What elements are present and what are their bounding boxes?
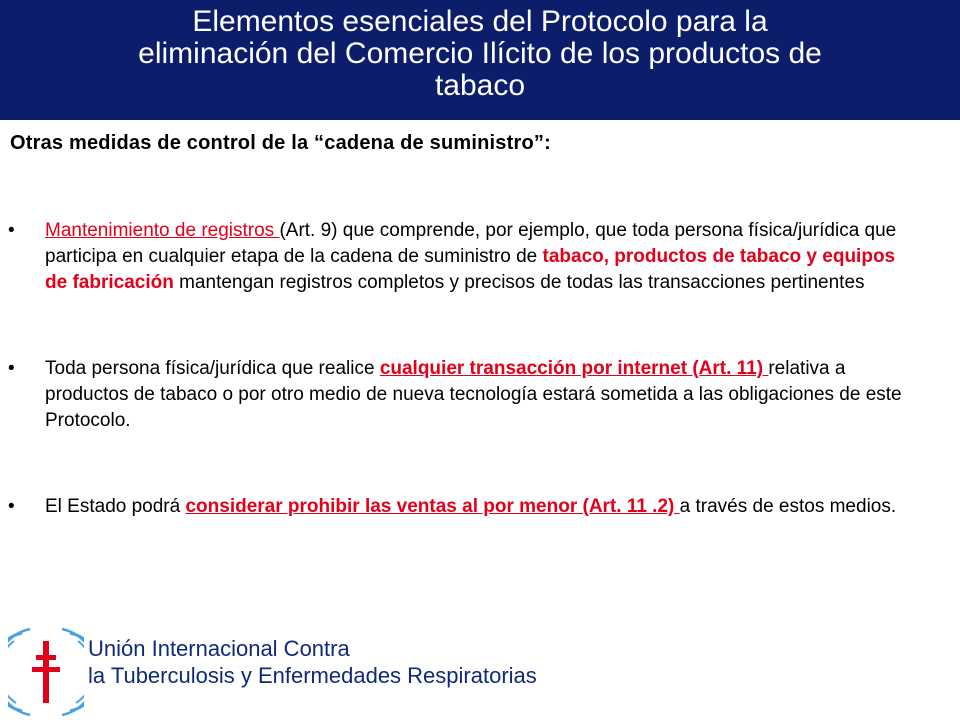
title-line-1: Elementos esenciales del Protocolo para la	[192, 5, 768, 38]
highlight-internet-transaction: cualquier transacción por internet (Art. 11)	[379, 358, 769, 379]
section-subtitle: Otras medidas de control de la “cadena de suministro”:	[10, 132, 551, 154]
title-bar	[0, 0, 960, 120]
bullet-item-internet	[8, 356, 908, 434]
title-line-3: tabaco	[434, 69, 526, 102]
logo-line-1: Unión Internacional Contra	[88, 636, 350, 661]
bullet-text: El Estado podrá	[45, 496, 186, 517]
logo-text	[88, 635, 537, 689]
title-line-2: eliminación del Comercio Ilícito de los productos de	[138, 37, 822, 70]
bullet-list	[8, 218, 908, 520]
logo-line-2: la Tuberculosis y Enfermedades Respiratorias	[88, 663, 537, 688]
bullet-text: relativa a productos de tabaco o por otro medio de nueva tecnología estará sometida a las obligaciones de este Protocolo.	[45, 358, 902, 431]
highlight-tobacco-products: tabaco, productos de tabaco y equipos de fabricación	[45, 246, 896, 293]
bullet-text: mantengan registros completos y precisos de todas las transacciones pertinentes	[173, 272, 865, 293]
highlight-record-keeping: Mantenimiento de registros	[45, 220, 280, 241]
bullet-item-records	[8, 218, 908, 296]
highlight-retail-ban: considerar prohibir las ventas al por menor (Art. 11 .2)	[185, 496, 680, 517]
bullet-text: a través de estos medios.	[679, 496, 897, 517]
bullet-dot: •	[8, 496, 15, 517]
bullet-text: Toda persona física/jurídica que realice	[45, 358, 380, 379]
bullet-text: (Art. 9) que comprende, por ejemplo, que toda persona física/jurídica que participa en cualquier etapa de la cadena de suministro de	[45, 220, 897, 267]
bullet-dot: •	[8, 220, 15, 241]
lorraine-cross-logo-icon	[8, 627, 84, 717]
bullet-dot: •	[8, 358, 15, 379]
union-logo	[8, 627, 568, 717]
bullet-item-retail	[8, 494, 908, 520]
